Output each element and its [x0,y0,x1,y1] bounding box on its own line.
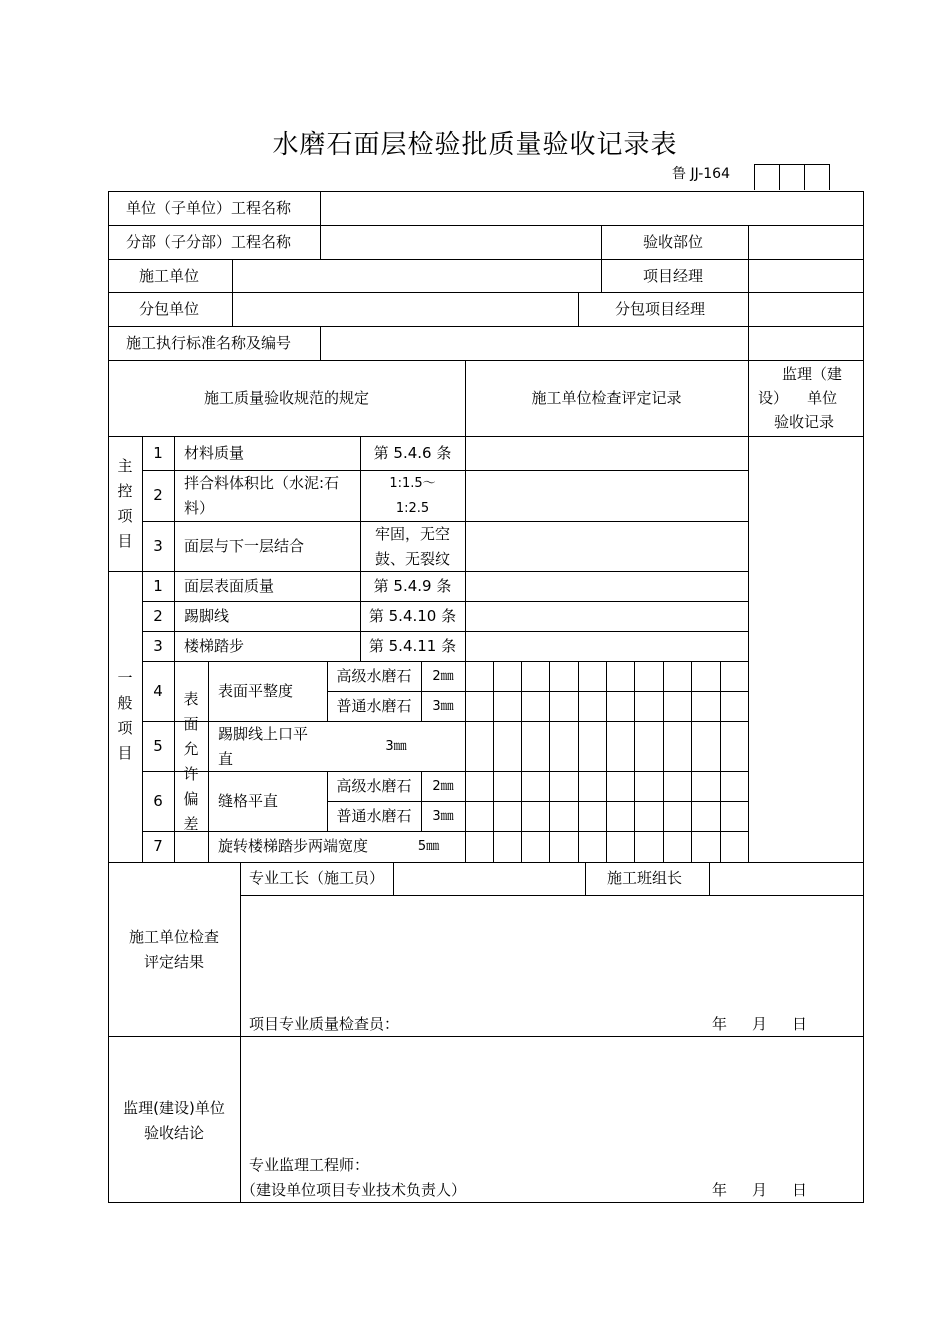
month-label: 月 [752,1181,768,1199]
item-name: 材料质量 [184,444,245,462]
unit-project-label: 单位（子单位）工程名称 [126,199,292,217]
supervision-header-3: 验收记录 [774,413,835,431]
main-control-label: 主 控 项 目 [117,457,133,550]
day-label: 日 [792,1015,808,1033]
item-requirement: 牢固，无空 [374,525,450,543]
owner-rep-label: （建设单位项目专业技术负责人） [241,1181,467,1199]
item-number: 6 [153,792,163,810]
item-requirement: 1:1.5～ [389,476,436,491]
item-name: 缝格平直 [218,792,279,810]
subcontract-manager-label: 分包项目经理 [615,300,706,318]
result-label: 评定结果 [143,953,204,971]
item-requirement: 鼓、无裂纹 [374,550,450,568]
year-label: 年 [712,1015,728,1033]
item-name: 踢脚线 [184,607,230,625]
item-name: 直 [218,750,234,768]
month-label: 月 [752,1015,768,1033]
supervision-header-2: 设） 单位 [758,389,838,407]
item-number: 2 [153,607,163,625]
item-number: 3 [153,637,163,655]
sub-item-value: 3㎜ [432,699,454,714]
item-name: 面层与下一层结合 [184,537,305,555]
item-name: 楼梯踏步 [184,637,245,655]
engineer-label: 专业监理工程师： [249,1156,370,1174]
item-requirement: 第 5.4.9 条 [373,577,452,595]
item-requirement: 第 5.4.11 条 [368,637,457,655]
item-requirement: 1:2.5 [395,501,430,516]
year-label: 年 [712,1181,728,1199]
sub-project-label: 分部（子分部）工程名称 [126,233,292,251]
item-number: 4 [153,682,163,700]
standard-label: 施工执行标准名称及编号 [126,334,292,352]
item-name: 旋转楼梯踏步两端宽度 [218,837,369,855]
result-label: 施工单位检查 [128,928,219,946]
item-requirement: 第 5.4.10 条 [368,607,457,625]
sub-item-value: 2㎜ [432,669,454,684]
spec-column-header: 施工质量验收规范的规定 [203,389,369,407]
item-number: 3 [153,537,163,555]
sub-item-name: 普通水磨石 [336,807,412,825]
supervision-header-1: 监理（建 [782,365,843,383]
item-value: 3㎜ [385,739,407,754]
item-number: 7 [153,837,163,855]
day-label: 日 [792,1181,808,1199]
item-number: 2 [153,486,163,504]
item-name: 料） [184,499,215,517]
page-title: 水磨石面层检验批质量验收记录表 [272,130,678,160]
item-name: 踢脚线上口平 [218,725,309,743]
general-label: 一 般 项 目 [117,669,133,762]
check-column-header: 施工单位检查评定记录 [531,389,682,407]
item-value: 5㎜ [417,839,440,854]
tolerance-label: 表 面 允 许 偏 差 [183,690,199,833]
subcontract-unit-label: 分包单位 [139,300,200,318]
sub-item-name: 高级水磨石 [336,777,412,795]
project-manager-label: 项目经理 [643,267,704,285]
sub-item-value: 3㎜ [432,809,454,824]
sub-item-name: 高级水磨石 [336,667,412,685]
item-name: 拌合料体积比（水泥:石 [184,474,340,492]
item-number: 5 [153,737,163,755]
code-boxes[interactable] [754,164,830,190]
item-number: 1 [153,577,163,595]
team-leader-label: 施工班组长 [607,869,683,887]
item-requirement: 第 5.4.6 条 [373,444,452,462]
sub-item-value: 2㎜ [432,779,454,794]
item-number: 1 [153,444,163,462]
construction-unit-label: 施工单位 [139,267,200,285]
item-name: 面层表面质量 [184,577,275,595]
foreman-label: 专业工长（施工员） [249,869,385,887]
form-code: 鲁 JJ-164 [672,166,730,182]
sub-item-name: 普通水磨石 [336,697,412,715]
conclusion-label: 监理(建设)单位 [123,1099,225,1117]
inspector-label: 项目专业质量检查员： [249,1015,400,1033]
acceptance-part-label: 验收部位 [643,233,704,251]
conclusion-label: 验收结论 [143,1124,204,1142]
item-name: 表面平整度 [218,682,294,700]
